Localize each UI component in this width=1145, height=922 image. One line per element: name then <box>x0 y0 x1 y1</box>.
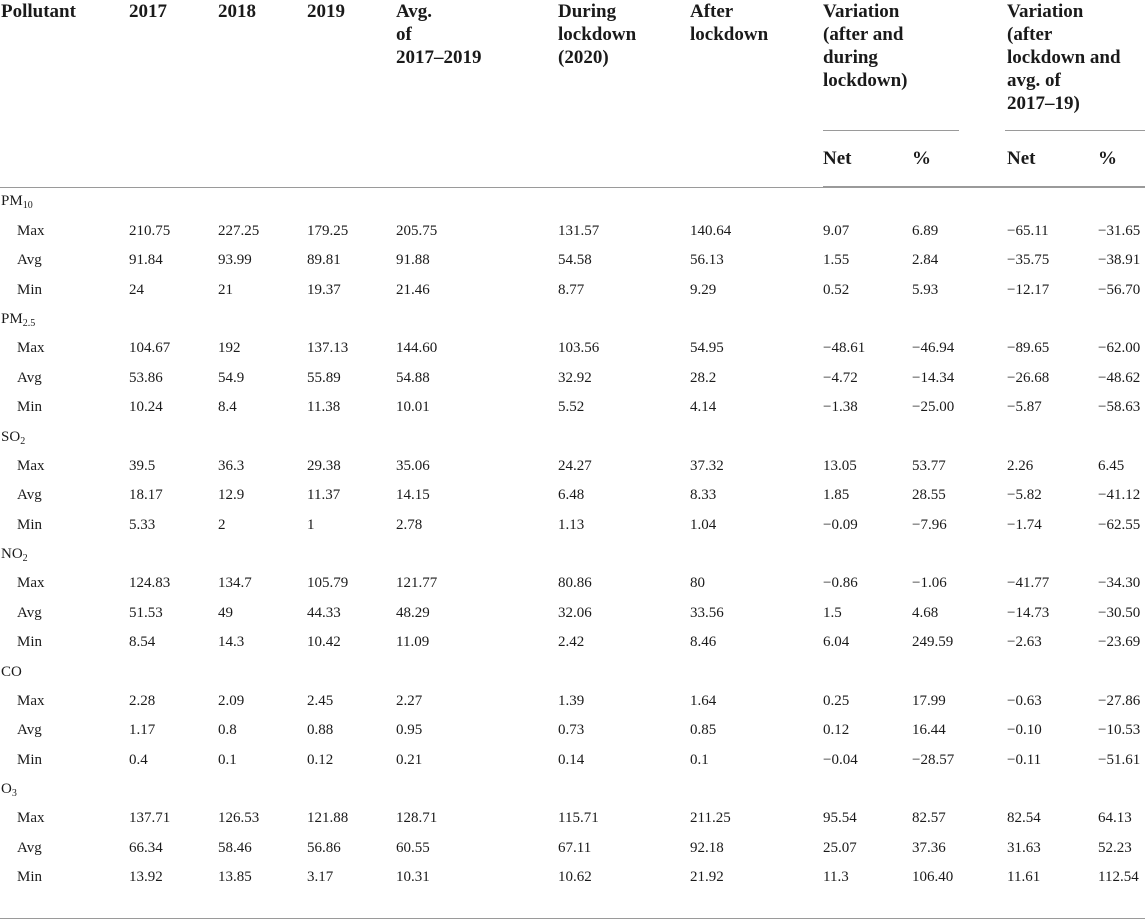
row-label: Max <box>17 340 45 357</box>
row-label: Avg <box>17 487 42 504</box>
pollutant-name <box>0 422 129 451</box>
table-cell: 37.36 <box>912 839 946 856</box>
table-cell: −38.91 <box>1098 252 1141 269</box>
table-cell: −5.87 <box>1007 399 1042 416</box>
header-2019: 2019 <box>307 1 345 22</box>
table-cell: 144.60 <box>396 340 438 357</box>
table-cell: 64.13 <box>1098 810 1132 827</box>
table-cell: 56.86 <box>307 839 341 856</box>
table-cell: −62.00 <box>1098 340 1141 357</box>
table-cell: 80 <box>690 575 705 592</box>
table-cell: 49 <box>218 604 233 621</box>
table-cell: 32.06 <box>558 604 592 621</box>
table-cell: 5.33 <box>129 516 156 533</box>
table-cell: 51.53 <box>129 604 163 621</box>
table-cell: 5.93 <box>912 281 939 298</box>
table-cell: 8.54 <box>129 634 156 651</box>
table-cell: −0.09 <box>823 516 858 533</box>
table-cell: 104.67 <box>129 340 171 357</box>
table-cell: 82.54 <box>1007 810 1041 827</box>
table-cell: 56.13 <box>690 252 724 269</box>
table-cell: 6.89 <box>912 222 939 239</box>
row-label: Max <box>17 810 45 827</box>
table-cell: 91.88 <box>396 252 430 269</box>
table-cell: 28.55 <box>912 487 946 504</box>
table-cell: −56.70 <box>1098 281 1141 298</box>
table-cell: 140.64 <box>690 222 732 239</box>
table-cell: 89.81 <box>307 252 341 269</box>
table-row <box>0 833 1145 863</box>
table-cell: 19.37 <box>307 281 341 298</box>
table-cell: 9.07 <box>823 222 850 239</box>
table-cell: 55.89 <box>307 369 341 386</box>
table-cell: −1.06 <box>912 575 947 592</box>
table-cell: −89.65 <box>1007 340 1050 357</box>
table-row <box>0 334 1145 364</box>
table-cell: 13.85 <box>218 869 252 886</box>
row-label: Max <box>17 692 45 709</box>
table-cell: 80.86 <box>558 575 592 592</box>
table-row <box>0 569 1145 599</box>
table-cell: 54.9 <box>218 369 245 386</box>
pollutant-subscript: 2 <box>22 553 28 564</box>
table-cell: 33.56 <box>690 604 724 621</box>
table-cell: 121.77 <box>396 575 438 592</box>
table-cell: 53.77 <box>912 457 946 474</box>
table-row <box>0 716 1145 746</box>
table-cell: 1.5 <box>823 604 842 621</box>
table-cell: 128.71 <box>396 810 438 827</box>
table-cell: 4.14 <box>690 399 717 416</box>
header-2018: 2018 <box>218 1 256 22</box>
table-cell: 54.58 <box>558 252 592 269</box>
table-cell: 249.59 <box>912 634 954 651</box>
table-cell: 29.38 <box>307 457 341 474</box>
table-cell: −7.96 <box>912 516 947 533</box>
pollutant-base: CO <box>1 663 22 680</box>
table-cell: 11.38 <box>307 399 341 416</box>
table-bottom-rule <box>0 918 1145 919</box>
table-cell: 8.33 <box>690 487 717 504</box>
table-row <box>0 481 1145 511</box>
table-cell: 1.64 <box>690 692 717 709</box>
table-cell: 105.79 <box>307 575 349 592</box>
group-row <box>0 540 1145 569</box>
table-cell: 2.28 <box>129 692 156 709</box>
table-cell: 2 <box>218 516 226 533</box>
table-cell: 58.46 <box>218 839 252 856</box>
table-cell: 0.8 <box>218 722 237 739</box>
table-cell: 11.09 <box>396 634 430 651</box>
pollutant-name <box>0 305 129 334</box>
table-cell: 21.46 <box>396 281 430 298</box>
table-cell: 3.17 <box>307 869 334 886</box>
table-cell: 227.25 <box>218 222 260 239</box>
table-cell: 137.71 <box>129 810 171 827</box>
table-cell: 48.29 <box>396 604 430 621</box>
row-label: Min <box>17 869 43 886</box>
table-cell: 53.86 <box>129 369 163 386</box>
row-label: Avg <box>17 839 42 856</box>
table-cell: −31.65 <box>1098 222 1141 239</box>
table-cell: −27.86 <box>1098 692 1141 709</box>
row-label: Min <box>17 281 43 298</box>
row-label: Avg <box>17 722 42 739</box>
table-cell: 21 <box>218 281 233 298</box>
table-cell: 13.92 <box>129 869 163 886</box>
table-cell: 8.77 <box>558 281 585 298</box>
table-row <box>0 510 1145 540</box>
table-cell: −0.11 <box>1007 751 1042 768</box>
table-row <box>0 216 1145 246</box>
table-cell: 121.88 <box>307 810 349 827</box>
table-cell: 0.88 <box>307 722 334 739</box>
table-cell: −34.30 <box>1098 575 1141 592</box>
table-cell: −0.86 <box>823 575 858 592</box>
table-row <box>0 246 1145 276</box>
table-cell: 11.61 <box>1007 869 1041 886</box>
table-cell: 66.34 <box>129 839 163 856</box>
variation-2-rule <box>1005 130 1145 131</box>
table-cell: 4.68 <box>912 604 939 621</box>
table-cell: −41.12 <box>1098 487 1141 504</box>
table-cell: 103.56 <box>558 340 600 357</box>
pollutant-base: O <box>1 781 12 797</box>
row-label: Min <box>17 751 43 768</box>
table-row <box>0 393 1145 423</box>
table-cell: −0.63 <box>1007 692 1042 709</box>
table-cell: 6.45 <box>1098 457 1125 474</box>
table-cell: 0.25 <box>823 692 850 709</box>
row-label: Avg <box>17 604 42 621</box>
table-row <box>0 598 1145 628</box>
table-cell: 24.27 <box>558 457 592 474</box>
table-cell: −26.68 <box>1007 369 1050 386</box>
group-row <box>0 657 1145 686</box>
header-variation-after-avg: Variation (after lockdown and avg. of 2017–19) <box>1007 1 1121 114</box>
header-2017: 2017 <box>129 1 167 22</box>
header-pct-1: % <box>912 130 1007 187</box>
pollutant-name <box>0 187 129 217</box>
pollutant-name <box>0 775 129 804</box>
table-cell: 2.09 <box>218 692 245 709</box>
table-cell: 10.01 <box>396 399 430 416</box>
table-cell: 1.85 <box>823 487 850 504</box>
table-cell: 179.25 <box>307 222 349 239</box>
table-cell: 0.85 <box>690 722 717 739</box>
table-cell: 52.23 <box>1098 839 1132 856</box>
header-net-2: Net <box>1007 130 1098 187</box>
row-label: Max <box>17 222 45 239</box>
table-cell: 112.54 <box>1098 869 1139 886</box>
table-cell: −14.73 <box>1007 604 1050 621</box>
table-cell: −23.69 <box>1098 634 1141 651</box>
table-cell: 134.7 <box>218 575 252 592</box>
table-cell: −58.63 <box>1098 399 1141 416</box>
table-cell: −12.17 <box>1007 281 1050 298</box>
table-cell: 210.75 <box>129 222 171 239</box>
table-cell: −35.75 <box>1007 252 1050 269</box>
table-cell: 0.95 <box>396 722 423 739</box>
table-cell: 54.88 <box>396 369 430 386</box>
table-cell: 67.11 <box>558 839 592 856</box>
table-cell: 1.17 <box>129 722 156 739</box>
table-cell: 5.52 <box>558 399 585 416</box>
header-variation-after-during: Variation (after and during lockdown) <box>823 1 908 91</box>
header-after-lockdown: After lockdown <box>690 1 769 45</box>
table-cell: 36.3 <box>218 457 245 474</box>
row-label: Min <box>17 634 43 651</box>
table-cell: 91.84 <box>129 252 163 269</box>
table-row <box>0 804 1145 834</box>
table-cell: 93.99 <box>218 252 252 269</box>
table-cell: 10.24 <box>129 399 163 416</box>
pollutant-subscript: 2 <box>20 435 26 447</box>
table-cell: −0.04 <box>823 751 858 768</box>
table-cell: 0.12 <box>307 751 334 768</box>
variation-1-rule <box>823 130 959 131</box>
table-cell: 0.52 <box>823 281 850 298</box>
table-cell: 2.26 <box>1007 457 1034 474</box>
table-cell: −30.50 <box>1098 604 1141 621</box>
table-cell: −4.72 <box>823 369 858 386</box>
table-cell: 95.54 <box>823 810 857 827</box>
table-cell: 2.84 <box>912 252 939 269</box>
table-cell: 11.3 <box>823 869 849 886</box>
table-cell: 25.07 <box>823 839 857 856</box>
table-cell: 211.25 <box>690 810 731 827</box>
row-label: Min <box>17 399 43 416</box>
table-cell: 28.2 <box>690 369 717 386</box>
table-cell: 60.55 <box>396 839 430 856</box>
table-cell: 16.44 <box>912 722 946 739</box>
header-net-1: Net <box>823 130 912 187</box>
table-cell: 2.78 <box>396 516 423 533</box>
row-label: Max <box>17 457 45 474</box>
table-cell: 1.39 <box>558 692 585 709</box>
table-cell: −5.82 <box>1007 487 1042 504</box>
table-cell: −2.63 <box>1007 634 1042 651</box>
table-cell: 32.92 <box>558 369 592 386</box>
header-pct-2: % <box>1098 130 1145 187</box>
table-cell: 2.27 <box>396 692 423 709</box>
table-row <box>0 628 1145 658</box>
table-cell: 10.62 <box>558 869 592 886</box>
table-cell: 192 <box>218 340 241 357</box>
row-label: Avg <box>17 252 42 269</box>
table-cell: 9.29 <box>690 281 717 298</box>
table-cell: −41.77 <box>1007 575 1050 592</box>
row-label: Max <box>17 575 45 592</box>
table-cell: 92.18 <box>690 839 724 856</box>
row-label: Min <box>17 516 43 533</box>
table-cell: 0.73 <box>558 722 585 739</box>
pollutant-base: PM <box>1 311 23 327</box>
table-cell: 10.31 <box>396 869 430 886</box>
table-cell: −1.74 <box>1007 516 1042 533</box>
table-cell: 2.42 <box>558 634 585 651</box>
table-cell: 0.1 <box>690 751 709 768</box>
header-avg-2017-2019: Avg. of 2017–2019 <box>396 1 482 68</box>
header-pollutant: Pollutant <box>1 1 76 22</box>
table-cell: −1.38 <box>823 399 858 416</box>
table-cell: 1.13 <box>558 516 585 533</box>
table-cell: 0.21 <box>396 751 423 768</box>
table-cell: 1.55 <box>823 252 850 269</box>
group-row <box>0 775 1145 804</box>
table-cell: 11.37 <box>307 487 341 504</box>
pollutant-base: PM <box>1 193 23 210</box>
group-row <box>0 422 1145 451</box>
table-cell: 35.06 <box>396 457 430 474</box>
table-cell: 44.33 <box>307 604 341 621</box>
table-cell: 31.63 <box>1007 839 1041 856</box>
table-row <box>0 275 1145 305</box>
table-cell: 14.15 <box>396 487 430 504</box>
table-cell: −48.62 <box>1098 369 1141 386</box>
table-cell: 0.4 <box>129 751 148 768</box>
table-cell: 0.12 <box>823 722 850 739</box>
pollutant-base: NO <box>1 546 23 562</box>
table-cell: 2.45 <box>307 692 334 709</box>
table-cell: 54.95 <box>690 340 724 357</box>
table-cell: −51.61 <box>1098 751 1141 768</box>
table-cell: 137.13 <box>307 340 349 357</box>
table-cell: 37.32 <box>690 457 724 474</box>
table-cell: 124.83 <box>129 575 171 592</box>
table-cell: 8.4 <box>218 399 237 416</box>
table-cell: 1 <box>307 516 315 533</box>
table-cell: 131.57 <box>558 222 600 239</box>
table-cell: −28.57 <box>912 751 955 768</box>
pollutant-name <box>0 540 129 569</box>
table-cell: 126.53 <box>218 810 260 827</box>
table-cell: 106.40 <box>912 869 954 886</box>
table-cell: 12.9 <box>218 487 245 504</box>
group-row <box>0 187 1145 217</box>
table-cell: 0.14 <box>558 751 585 768</box>
table-cell: 13.05 <box>823 457 857 474</box>
table-cell: 39.5 <box>129 457 156 474</box>
table-cell: −62.55 <box>1098 516 1141 533</box>
table-body <box>0 187 1145 893</box>
pollutant-base: SO <box>1 428 21 445</box>
table-cell: 82.57 <box>912 810 946 827</box>
header-during-lockdown: During lockdown (2020) <box>558 1 637 68</box>
group-row <box>0 305 1145 334</box>
table-cell: 8.46 <box>690 634 717 651</box>
table-cell: −14.34 <box>912 369 955 386</box>
pollutant-subscript: 10 <box>22 200 33 212</box>
table-cell: −46.94 <box>912 340 955 357</box>
table-row <box>0 363 1145 393</box>
table-cell: −65.11 <box>1007 222 1049 239</box>
pollutant-name <box>0 657 129 686</box>
table-cell: 6.48 <box>558 487 585 504</box>
table-cell: −25.00 <box>912 399 955 416</box>
pollutant-subscript: 2.5 <box>22 318 36 329</box>
table-row <box>0 451 1145 481</box>
table-cell: 24 <box>129 281 144 298</box>
table-cell: −10.53 <box>1098 722 1141 739</box>
table-cell: 6.04 <box>823 634 850 651</box>
table-cell: 18.17 <box>129 487 163 504</box>
table-cell: −48.61 <box>823 340 866 357</box>
table-cell: −0.10 <box>1007 722 1042 739</box>
table-cell: 0.1 <box>218 751 237 768</box>
table-cell: 14.3 <box>218 634 245 651</box>
header-bottom-rule <box>0 187 1145 188</box>
table-row <box>0 863 1145 893</box>
row-label: Avg <box>17 369 42 386</box>
table-row <box>0 686 1145 716</box>
table-cell: 1.04 <box>690 516 717 533</box>
table-cell: 10.42 <box>307 634 341 651</box>
table-cell: 17.99 <box>912 692 946 709</box>
pollutant-subscript: 3 <box>11 788 17 799</box>
table-cell: 21.92 <box>690 869 724 886</box>
table-row <box>0 745 1145 775</box>
table-cell: 205.75 <box>396 222 438 239</box>
table-cell: 115.71 <box>558 810 599 827</box>
